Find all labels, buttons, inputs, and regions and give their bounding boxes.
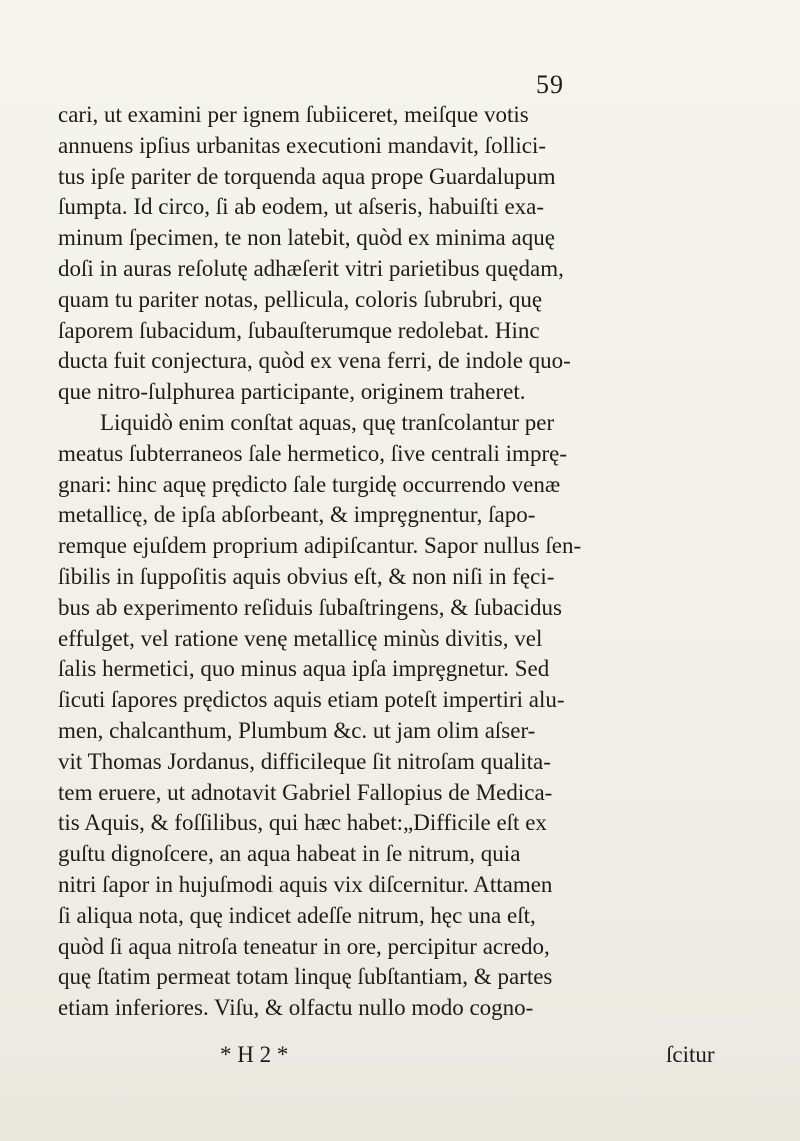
text-line: ſicuti ſapores prędictos aquis etiam poteſt impertiri alu-: [58, 687, 565, 713]
text-line: annuens ipſius urbanitas executioni mandavit, ſollici-: [58, 132, 546, 158]
text-line: que nitro-ſulphurea participante, originem traheret.: [58, 379, 526, 405]
page-number: 59: [536, 70, 564, 99]
text-line: quòd ſi aqua nitroſa teneatur in ore, percipitur acredo,: [58, 933, 550, 959]
text-line: nitri ſapor in hujuſmodi aquis vix diſcernitur. Attamen: [58, 871, 553, 897]
text-line: ſaporem ſubacidum, ſubauſterumque redolebat. Hinc: [58, 317, 540, 343]
text-line: tus ipſe pariter de torquenda aqua prope Guardalupum: [58, 163, 556, 189]
text-line: ſumpta. Id circo, ſi ab eodem, ut aſseris, habuiſti exa-: [58, 194, 545, 220]
text-line: Liquidò enim conſtat aquas, quę tranſcolantur per: [100, 409, 555, 435]
text-line: quam tu pariter notas, pellicula, coloris ſubrubri, quę: [58, 286, 543, 312]
text-line: ſibilis in ſuppoſitis aquis obvius eſt, & non niſi in fęci-: [58, 563, 555, 589]
text-line: tem eruere, ut adnotavit Gabriel Fallopius de Medica-: [58, 779, 553, 805]
text-line: tis Aquis, & foſſilibus, qui hæc habet:„Difficile eſt ex: [58, 810, 547, 836]
text-line: ducta fuit conjectura, quòd ex vena ferri, de indole quo-: [58, 348, 571, 374]
text-line: etiam inferiores. Viſu, & olfactu nullo modo cogno-: [58, 995, 534, 1021]
text-line: men, chalcanthum, Plumbum &c. ut jam olim aſser-: [58, 717, 536, 743]
text-line: minum ſpecimen, te non latebit, quòd ex minima aquę: [58, 225, 555, 251]
body-text: [58, 100, 726, 1024]
page-footer: [220, 1042, 740, 1076]
signature-mark: * H 2 *: [220, 1042, 289, 1067]
text-line: remque ejuſdem proprium adipiſcantur. Sapor nullus ſen-: [58, 533, 582, 559]
text-line: gnari: hinc aquę prędicto ſale turgidę occurrendo venæ: [58, 471, 561, 497]
catchword: ſcitur: [666, 1042, 715, 1067]
text-line: quę ſtatim permeat totam linquę ſubſtantiam, & partes: [58, 964, 553, 990]
text-line: bus ab experimento reſiduis ſubaſtringens, & ſubacidus: [58, 594, 562, 620]
text-line: doſi in auras reſolutę adhæſerit vitri parietibus quędam,: [58, 255, 564, 281]
text-line: cari, ut examini per ignem ſubiiceret, meiſque votis: [58, 102, 529, 127]
text-line: effulget, vel ratione venę metallicę minùs divitis, vel: [58, 625, 543, 651]
text-line: vit Thomas Jordanus, difficileque ſit nitroſam qualita-: [58, 748, 551, 774]
text-line: ſalis hermetici, quo minus aqua ipſa imprȩgnetur. Sed: [58, 656, 550, 682]
text-line: ſi aliqua nota, quę indicet adeſſe nitrum, hęc una eſt,: [58, 902, 536, 928]
text-line: metallicę, de ipſa abſorbeant, & imprȩgnentur, ſapo-: [58, 502, 536, 528]
text-line: guſtu dignoſcere, an aqua habeat in ſe nitrum, quia: [58, 841, 521, 867]
text-line: meatus ſubterraneos ſale hermetico, ſive centrali imprę-: [58, 440, 567, 466]
